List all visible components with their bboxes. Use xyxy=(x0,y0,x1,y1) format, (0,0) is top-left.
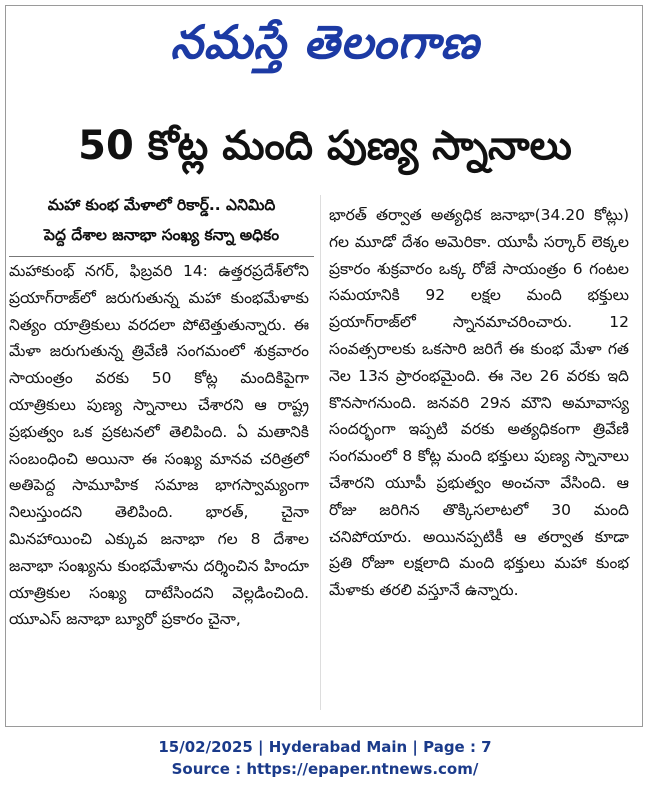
article-body-right-column: భారత్‌ తర్వాత అత్యధిక జనాభా(34.20 కోట్లు) గల మూడో దేశం అమెరికా. యూపీ సర్కార్‌ లెక్కల ప్రకారం శుక్రవారం ఒక్క రోజే సాయంత్రం 6 గంటల సమయానికి 92 లక్షల మంది భక్తులు ప్రయాగ్‌రాజ్‌లో స్నానమాచరించారు. 12 సంవత్సరాలకు ఒకసారి జరిగే ఈ కుంభ మేళా గత నెల 13న ప్రారంభమైంది. ఈ నెల 26 వరకు ఇది కొనసాగనుంది. జనవరి 29న మౌని అమావాస్య సందర్భంగా ఇప్పటి వరకు అత్యధికంగా త్రివేణి సంగమంలో 8 కోట్ల మంది భక్తులు పుణ్య స్నానాలు చేశారని యూపీ ప్రభుత్వం అంచనా వేసింది. ఆ రోజు జరిగిన తొక్కిసలాటలో 30 మంది చనిపోయారు. అయినప్పటికీ ఆ తర్వాత కూడా ప్రతి రోజూ లక్షలాది మంది భక్తులు మహా కుంభ మేళాకు తరలి వస్తూనే ఉన్నారు. xyxy=(329,206,629,600)
article-subheadline xyxy=(9,190,314,257)
edition-info: 15/02/2025 | Hyderabad Main | Page : 7 xyxy=(158,738,492,756)
subheadline-line-1: మహా కుంభ మేళాలో రికార్డ్‌.. ఎనిమిది xyxy=(47,196,276,214)
newspaper-masthead: నమస్తే తెలంగాణ xyxy=(170,15,480,69)
article-headline: 50 కోట్ల మంది పుణ్య స్నానాలు xyxy=(78,123,572,169)
column-divider xyxy=(320,195,321,710)
source-link[interactable]: Source : https://epaper.ntnews.com/ xyxy=(171,760,479,778)
subheadline-line-2: పెద్ద దేశాల జనాభా సంఖ్య కన్నా అధికం xyxy=(43,226,280,244)
clipping-footer xyxy=(0,736,650,780)
article-body-left-column: మహాకుంభ్‌ నగర్‌, ఫిబ్రవరి 14: ఉత్తరప్రదేశ్‌లోని ప్రయాగ్‌రాజ్‌లో జరుగుతున్న మహా కుంభమేళాకు నిత్యం యాత్రికులు వరదలా పోటెత్తుతున్నారు. ఈ మేళా జరుగుతున్న త్రివేణి సంగమంలో శుక్రవారం సాయంత్రం వరకు 50 కోట్ల మందికిపైగా యాత్రికులు పుణ్య స్నానాలు చేశారని ఆ రాష్ట్ర ప్రభుత్వం ఒక ప్రకటనలో తెలిపింది. ఏ మతానికి సంబంధించి అయినా ఈ సంఖ్య మానవ చరిత్రలో అతిపెద్ద సామూహిక సమాజ భాగస్వామ్యంగా నిలుస్తుందని తెలిపింది. భారత్‌, చైనా మినహాయించి ఎక్కువ జనాభా గల 8 దేశాల జనాభా సంఖ్యను కుంభమేళాను దర్శించిన హిందూ యాత్రికుల సంఖ్య దాటేసిందని వెల్లడించింది. యూఎస్‌ జనాభా బ్యూరో ప్రకారం చైనా, xyxy=(9,262,309,629)
subheadline-divider xyxy=(9,256,314,257)
